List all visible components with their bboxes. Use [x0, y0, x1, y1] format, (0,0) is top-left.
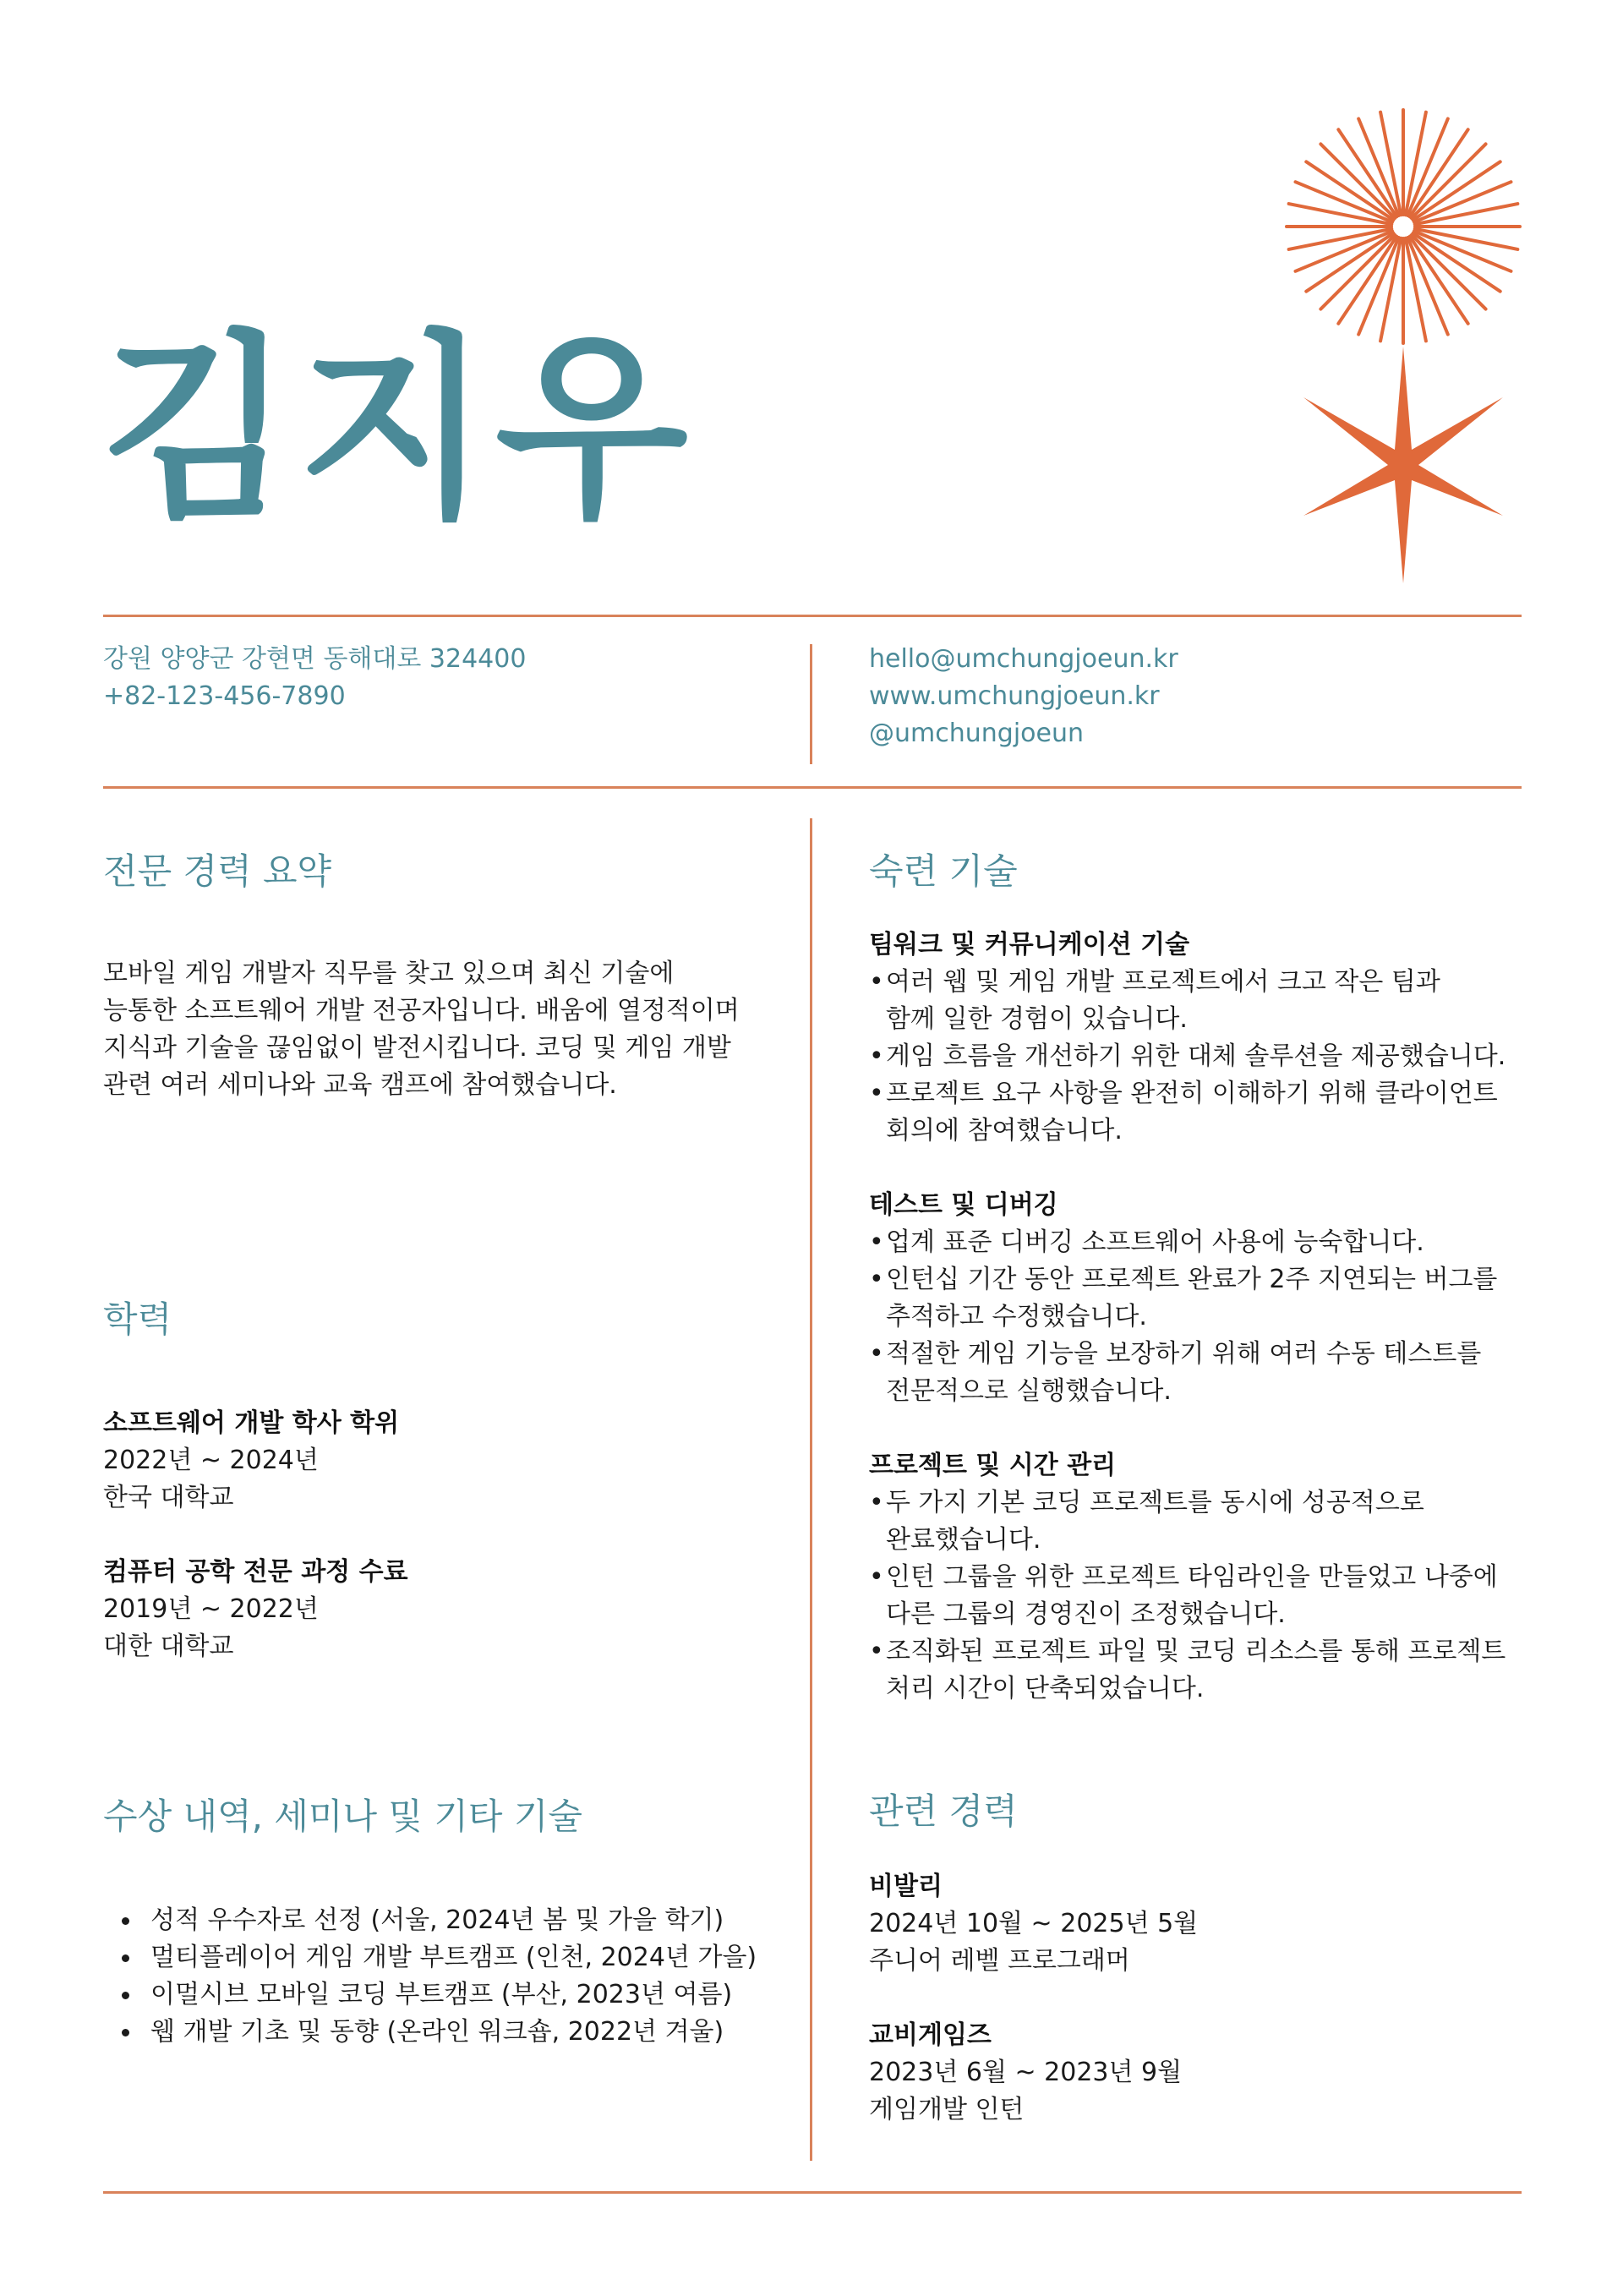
experience-item [869, 1868, 1198, 1980]
period-text: 2024년 10월 ~ 2025년 5월 [869, 1909, 1199, 1938]
bullet-line: • 인턴 그룹을 위한 프로젝트 타임라인을 만들었고 나중에 [886, 1562, 1498, 1592]
education-title: 학력 [103, 1298, 172, 1340]
skill-bullet [869, 1038, 1506, 1075]
experience-title: 관련 경력 [869, 1790, 1018, 1832]
bullet-line: • 적절한 게임 기능을 보장하기 위해 여러 수동 테스트를 [886, 1339, 1482, 1369]
experience-list [869, 1868, 1198, 2166]
top-divider [103, 615, 1522, 617]
contact-right [869, 641, 1178, 752]
address-text: 강원 양양군 강현면 동해대로 324400 [103, 644, 527, 674]
skill-bullet [869, 1484, 1506, 1559]
bullet-line: 전문적으로 실행했습니다. [886, 1376, 1172, 1406]
school-text: 한국 대학교 [103, 1483, 234, 1512]
bullet-line: 완료했습니다. [886, 1525, 1041, 1555]
award-item: 멀티플레이어 게임 개발 부트캠프 (인천, 2024년 가을) [103, 1939, 757, 1976]
skill-heading: 프로젝트 및 시간 관리 [869, 1451, 1117, 1480]
award-item: 이멀시브 모바일 코딩 부트캠프 (부산, 2023년 여름) [103, 1976, 757, 2014]
bullet-line: 회의에 참여했습니다. [886, 1116, 1123, 1145]
skill-group [869, 1447, 1506, 1708]
experience-item [869, 2017, 1198, 2129]
social-handle-link[interactable]: @umchungjoeun [869, 719, 1084, 748]
bullet-line: 추적하고 수정했습니다. [886, 1302, 1147, 1331]
phone-text: +82-123-456-7890 [103, 681, 346, 711]
bottom-divider [103, 2191, 1522, 2194]
award-item: 웹 개발 기초 및 동향 (온라인 워크숍, 2022년 겨울) [103, 2014, 757, 2051]
skill-group [869, 1187, 1506, 1410]
skill-bullet [869, 1633, 1506, 1708]
period-text: 2022년 ~ 2024년 [103, 1446, 319, 1475]
role-text: 주니어 레벨 프로그래머 [869, 1946, 1130, 1976]
skill-bullet [869, 1336, 1506, 1410]
bullet-line: 처리 시간이 단축되었습니다. [886, 1674, 1205, 1703]
website-link[interactable]: www.umchungjoeun.kr [869, 681, 1160, 711]
summary-line: 지식과 기술을 끊임없이 발전시킵니다. 코딩 및 게임 개발 [103, 1033, 731, 1063]
skill-group [869, 927, 1506, 1150]
period-text: 2023년 6월 ~ 2023년 9월 [869, 2058, 1183, 2087]
contact-left [103, 641, 526, 715]
school-text: 대한 대학교 [103, 1632, 234, 1661]
skill-bullet [869, 964, 1506, 1038]
summary-title: 전문 경력 요약 [103, 850, 332, 892]
bullet-line: • 게임 흐름을 개선하기 위한 대체 솔루션을 제공했습니다. [886, 1041, 1506, 1071]
skill-bullet [869, 1261, 1506, 1336]
company-text: 교비게임즈 [869, 2020, 992, 2050]
skill-bullet [869, 1224, 1506, 1261]
company-text: 비발리 [869, 1872, 943, 1901]
contact-bottom-divider [103, 786, 1522, 789]
education-item [103, 1405, 408, 1517]
skill-bullet [869, 1559, 1506, 1633]
skill-heading: 테스트 및 디버깅 [869, 1190, 1058, 1220]
skills-title: 숙련 기술 [869, 850, 1018, 892]
bullet-line: • 업계 표준 디버깅 소프트웨어 사용에 능숙합니다. [886, 1227, 1424, 1257]
summary-line: 모바일 게임 개발자 직무를 찾고 있으며 최신 기술에 [103, 959, 675, 988]
bullet-line: • 여러 웹 및 게임 개발 프로젝트에서 크고 작은 팀과 [886, 967, 1440, 997]
award-item: 성적 우수자로 선정 (서울, 2024년 봄 및 가을 학기) [103, 1902, 757, 1939]
bullet-line: 다른 그룹의 경영진이 조정했습니다. [886, 1599, 1286, 1629]
contact-divider [810, 644, 812, 764]
education-list [103, 1405, 408, 1703]
sunburst-ornament-icon [1285, 108, 1522, 345]
email-link[interactable]: hello@umchungjoeun.kr [869, 644, 1178, 674]
skill-bullet [869, 1075, 1506, 1150]
awards-list [103, 1902, 757, 2051]
skill-heading: 팀워크 및 커뮤니케이션 기술 [869, 930, 1190, 959]
degree-text: 소프트웨어 개발 학사 학위 [103, 1408, 400, 1438]
summary-line: 능통한 소프트웨어 개발 전공자입니다. 배움에 열정적이며 [103, 996, 740, 1025]
star-ornament-icon [1302, 347, 1505, 583]
candidate-name: 김지우 [100, 313, 693, 545]
awards-title: 수상 내역, 세미나 및 기타 기술 [103, 1796, 582, 1837]
role-text: 게임개발 인턴 [869, 2095, 1025, 2124]
bullet-line: • 프로젝트 요구 사항을 완전히 이해하기 위해 클라이언트 [886, 1079, 1498, 1108]
bullet-line: 함께 일한 경험이 있습니다. [886, 1004, 1188, 1034]
bullet-line: • 두 가지 기본 코딩 프로젝트를 동시에 성공적으로 [886, 1488, 1424, 1517]
bullet-line: • 조직화된 프로젝트 파일 및 코딩 리소스를 통해 프로젝트 [886, 1637, 1506, 1666]
column-divider [810, 818, 812, 2161]
summary-line: 관련 여러 세미나와 교육 캠프에 참여했습니다. [103, 1070, 617, 1100]
education-item [103, 1554, 408, 1665]
bullet-line: • 인턴십 기간 동안 프로젝트 완료가 2주 지연되는 버그를 [886, 1265, 1498, 1294]
skills-list [869, 927, 1506, 1745]
summary-paragraph [103, 955, 740, 1104]
degree-text: 컴퓨터 공학 전문 과정 수료 [103, 1557, 408, 1587]
period-text: 2019년 ~ 2022년 [103, 1594, 319, 1624]
